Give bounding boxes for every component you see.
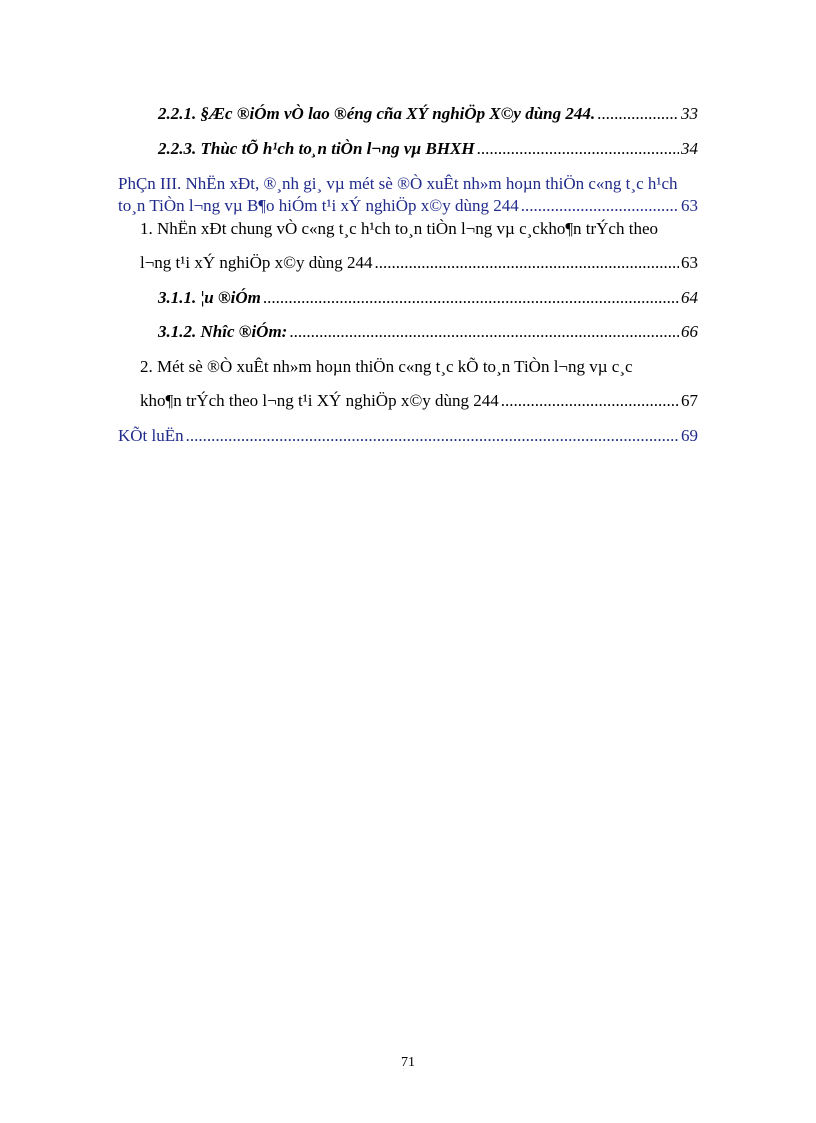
toc-leader-dots — [375, 253, 679, 273]
toc-part-3-line-2[interactable] — [118, 196, 698, 216]
toc-entry-1-line-2[interactable] — [140, 253, 698, 273]
toc-entry-2-2-1[interactable] — [158, 104, 698, 124]
page-number-footer: 71 — [401, 1055, 415, 1070]
toc-leader-dots — [263, 288, 679, 308]
toc-page-number: 64 — [681, 288, 698, 307]
toc-page-number: 34 — [681, 139, 698, 158]
toc-page-number: 66 — [681, 322, 698, 341]
toc-entry-title: 3.1.2. Nhîc ®iÓm: — [158, 322, 288, 341]
toc-entry-title: 2.2.3. Thùc tÕ h¹ch to¸n tiÒn l¬ng vµ BHXH — [158, 139, 475, 158]
toc-entry-conclusion[interactable] — [118, 426, 698, 446]
toc-entry-title: l¬ng t¹i xÝ nghiÖp x©y dùng 244 — [140, 253, 373, 272]
toc-page-number: 33 — [681, 104, 698, 123]
toc-leader-dots — [289, 322, 679, 342]
toc-entry-2-line-1[interactable]: 2. Mét sè ®Ò xuÊt nh»m hoµn thiÖn c«ng t¸c kÕ to¸n TiÒn l¬ng vµ c¸c — [140, 357, 633, 376]
toc-leader-dots — [186, 426, 679, 446]
toc-page-number: 67 — [681, 391, 698, 410]
toc-entry-2-2-3[interactable] — [158, 139, 698, 159]
toc-leader-dots — [521, 196, 679, 216]
toc-entry-1-line-1[interactable]: 1. NhËn xÐt chung vÒ c«ng t¸c h¹ch to¸n tiÒn l¬ng vµ c¸ckho¶n trÝch theo — [140, 219, 658, 238]
toc-entry-title: 2.2.1. §Æc ®iÓm vÒ lao ®éng cña XÝ nghiÖp X©y dùng 244. — [158, 104, 596, 123]
toc-leader-dots — [501, 391, 679, 411]
toc-entry-3-1-1[interactable] — [158, 288, 698, 308]
toc-entry-title: 3.1.1. ¦u ®iÓm — [158, 288, 261, 307]
toc-leader-dots — [477, 139, 679, 159]
toc-entry-title: to¸n TiÒn l¬ng vµ B¶o hiÓm t¹i xÝ nghiÖp x©y dùng 244 — [118, 196, 519, 215]
toc-entry-title: kho¶n trÝch theo l¬ng t¹i XÝ nghiÖp x©y dùng 244 — [140, 391, 499, 410]
toc-page-number: 69 — [681, 426, 698, 445]
toc-leader-dots — [597, 104, 679, 124]
toc-entry-3-1-2[interactable] — [158, 322, 698, 342]
toc-entry-title: KÕt luËn — [118, 426, 184, 445]
toc-page-number: 63 — [681, 196, 698, 215]
toc-entry-2-line-2[interactable] — [140, 391, 698, 411]
toc-part-3-line-1[interactable]: PhÇn III. NhËn xÐt, ®¸nh gi¸ vµ mét sè ®Ò xuÊt nh»m hoµn thiÖn c«ng t¸c h¹ch — [118, 174, 678, 193]
toc-page-number: 63 — [681, 253, 698, 272]
